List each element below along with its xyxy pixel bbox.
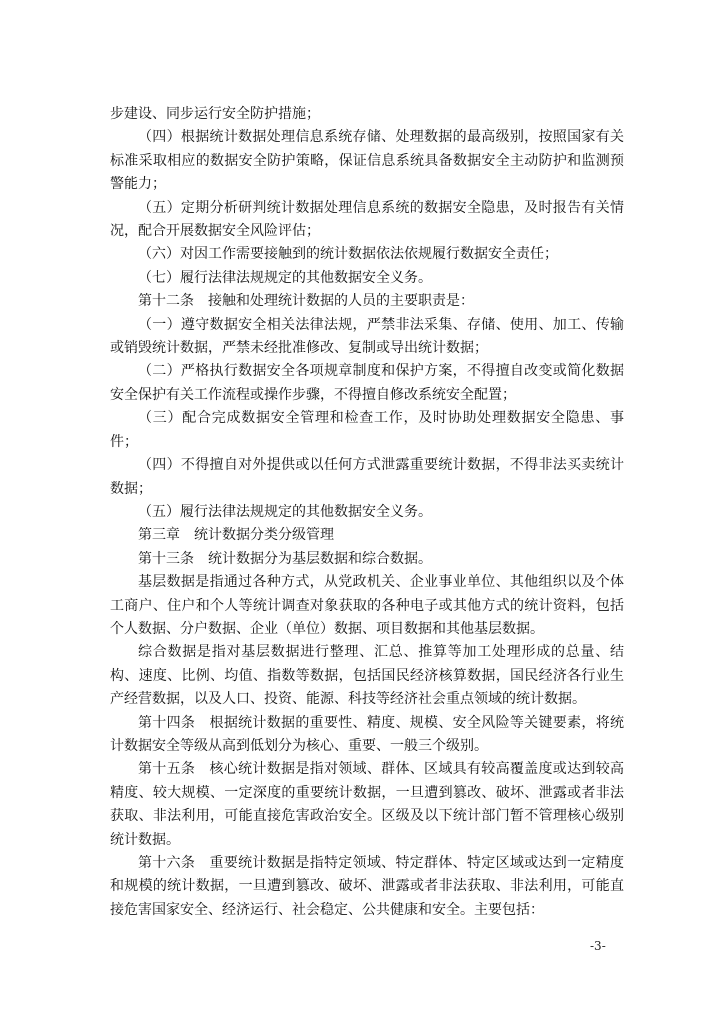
- article-paragraph: 第十四条 根据统计数据的重要性、精度、规模、安全风险等关键要素，将统计数据安全等级从高到低划分为核心、重要、一般三个级别。: [110, 714, 624, 754]
- paragraph: （四）根据统计数据处理信息系统存储、处理数据的最高级别，按照国家有关标准采取相应的数据安全防护策略，保证信息系统具备数据安全主动防护和监测预警能力；: [110, 129, 624, 193]
- chapter-heading: 第三章 统计数据分类分级管理: [138, 527, 334, 544]
- paragraph: 步建设、同步运行安全防护措施；: [110, 106, 320, 122]
- paragraph: （五）定期分析研判统计数据处理信息系统的数据安全隐患，及时报告有关情况，配合开展数据安全风险评估；: [110, 199, 624, 240]
- article-heading: 第十三条 统计数据分为基层数据和综合数据。: [138, 550, 432, 567]
- paragraph: 综合数据是指对基层数据进行整理、汇总、推算等加工处理形成的总量、结构、速度、比例、均值、指数等数据，包括国民经济核算数据，国民经济各行业生产经营数据，以及人口、投资、能源、科技等经济社会重点领域的统计数据。: [110, 644, 624, 708]
- paragraph: （七）履行法律法规规定的其他数据安全义务。: [138, 269, 432, 286]
- article-heading: 第十二条 接触和处理统计数据的人员的主要职责是：: [138, 293, 474, 310]
- paragraph: 基层数据是指通过各种方式，从党政机关、企业事业单位、其他组织以及个体工商户、住户和个人等统计调查对象获取的各种电子或其他方式的统计资料，包括个人数据、分户数据、企业（单位）数据、项目数据和其他基层数据。: [110, 574, 624, 637]
- paragraph: （三）配合完成数据安全管理和检查工作，及时协助处理数据安全隐患、事件；: [110, 410, 624, 450]
- document-body: [110, 103, 624, 922]
- paragraph: （四）不得擅自对外提供或以任何方式泄露重要统计数据，不得非法买卖统计数据；: [110, 457, 624, 497]
- paragraph: （五）履行法律法规规定的其他数据安全义务。: [138, 503, 432, 520]
- article-paragraph: 第十六条 重要统计数据是指特定领域、特定群体、特定区域或达到一定精度和规模的统计数据，一旦遭到篡改、破坏、泄露或者非法获取、非法利用，可能直接危害国家安全、经济运行、社会稳定、公共健康和安全。主要包括：: [110, 855, 624, 918]
- paragraph: （二）严格执行数据安全各项规章制度和保护方案，不得擅自改变或简化数据安全保护有关工作流程或操作步骤，不得擅自修改系统安全配置；: [110, 363, 624, 403]
- article-paragraph: 第十五条 核心统计数据是指对领域、群体、区域具有较高覆盖度或达到较高精度、较大规模、一定深度的重要统计数据，一旦遭到篡改、破坏、泄露或者非法获取、非法利用，可能直接危害政治安全。区级及以下统计部门暂不管理核心级别统计数据。: [110, 761, 624, 848]
- paragraph: （一）遵守数据安全相关法律法规，严禁非法采集、存储、使用、加工、传输或销毁统计数据，严禁未经批准修改、复制或导出统计数据；: [110, 316, 624, 357]
- page-number: -3-: [590, 939, 606, 953]
- paragraph: （六）对因工作需要接触到的统计数据依法依规履行数据安全责任；: [138, 246, 558, 263]
